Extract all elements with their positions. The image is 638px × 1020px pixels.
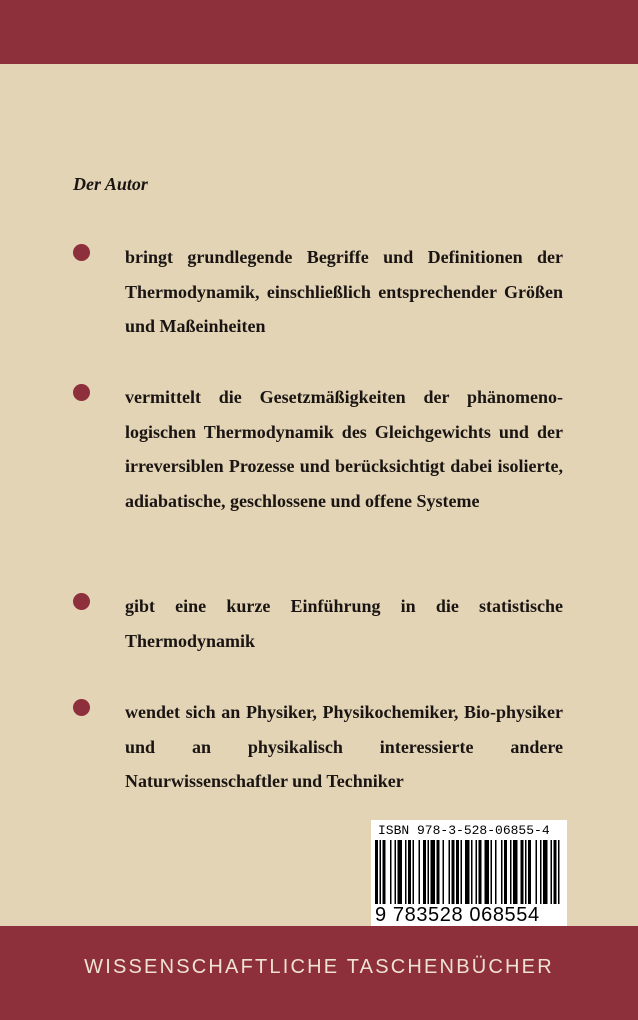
bullet-dot-icon — [73, 699, 90, 716]
ean-digits: 9 783528 068554 — [375, 904, 540, 926]
barcode-bar — [536, 840, 538, 904]
barcode-bar — [525, 840, 527, 904]
barcode-bar — [491, 840, 493, 904]
list-item — [73, 240, 563, 344]
top-color-band — [0, 0, 638, 64]
barcode-bar — [471, 840, 473, 904]
barcode-bar — [456, 840, 459, 904]
barcode-bar — [437, 840, 440, 904]
barcode-bar — [558, 840, 560, 904]
list-item — [73, 380, 563, 518]
bullet-dot-icon — [73, 384, 90, 401]
barcode-bar — [380, 840, 382, 904]
barcode-bar — [461, 840, 463, 904]
barcode-bar — [405, 840, 407, 904]
barcode-bar — [465, 840, 470, 904]
list-item-text: vermittelt die Gesetzmäßigkeiten der phänomeno-logischen Thermodynamik des Gleichgewichts und der irreversiblen Prozesse und berücksichtigt dabei isolierte, adiabatische, geschlossene und offene Systeme — [125, 387, 563, 511]
bullet-dot-icon — [73, 593, 90, 610]
barcode-bar — [413, 840, 415, 904]
series-title: WISSENSCHAFTLICHE TASCHENBÜCHER — [84, 956, 554, 978]
barcode-bar — [428, 840, 430, 904]
barcode-bar — [408, 840, 411, 904]
barcode-bar — [419, 840, 421, 904]
list-item-text: bringt grundlegende Begriffe und Definitionen der Thermodynamik, einschließlich entsprechender Größen und Maßeinheiten — [125, 247, 563, 336]
barcode-bar — [495, 840, 497, 904]
barcode-bar — [504, 840, 507, 904]
barcode-bar — [443, 840, 445, 904]
barcode-bar — [554, 840, 557, 904]
barcode-bar — [528, 840, 531, 904]
barcode-bar — [501, 840, 503, 904]
barcode-bar — [449, 840, 451, 904]
section-heading: Der Autor — [73, 174, 148, 194]
barcode-bar — [521, 840, 524, 904]
barcode-bar — [431, 840, 436, 904]
barcode-bar — [540, 840, 542, 904]
barcode-bar — [485, 840, 490, 904]
barcode-bar — [423, 840, 426, 904]
barcode-bar — [479, 840, 482, 904]
barcode-bar — [375, 840, 378, 904]
barcode-bars — [375, 840, 563, 906]
list-item — [73, 589, 563, 658]
barcode-bar — [551, 840, 553, 904]
barcode-bar — [476, 840, 478, 904]
barcode-bar — [390, 840, 392, 904]
barcode-bar — [513, 840, 518, 904]
barcode-bar — [510, 840, 512, 904]
barcode-bar — [452, 840, 455, 904]
barcode-bar — [398, 840, 403, 904]
barcode-bar — [395, 840, 397, 904]
isbn-label: ISBN 978-3-528-06855-4 — [378, 823, 550, 838]
list-item-text: wendet sich an Physiker, Physikochemiker, Bio-physiker und an physikalisch interessierte andere Naturwissenschaftler und Techniker — [125, 702, 563, 791]
barcode-bar — [383, 840, 386, 904]
list-item — [73, 695, 563, 799]
list-item-text: gibt eine kurze Einführung in die statistische Thermodynamik — [125, 596, 563, 651]
barcode — [371, 820, 567, 928]
bullet-dot-icon — [73, 244, 90, 261]
barcode-bar — [543, 840, 548, 904]
